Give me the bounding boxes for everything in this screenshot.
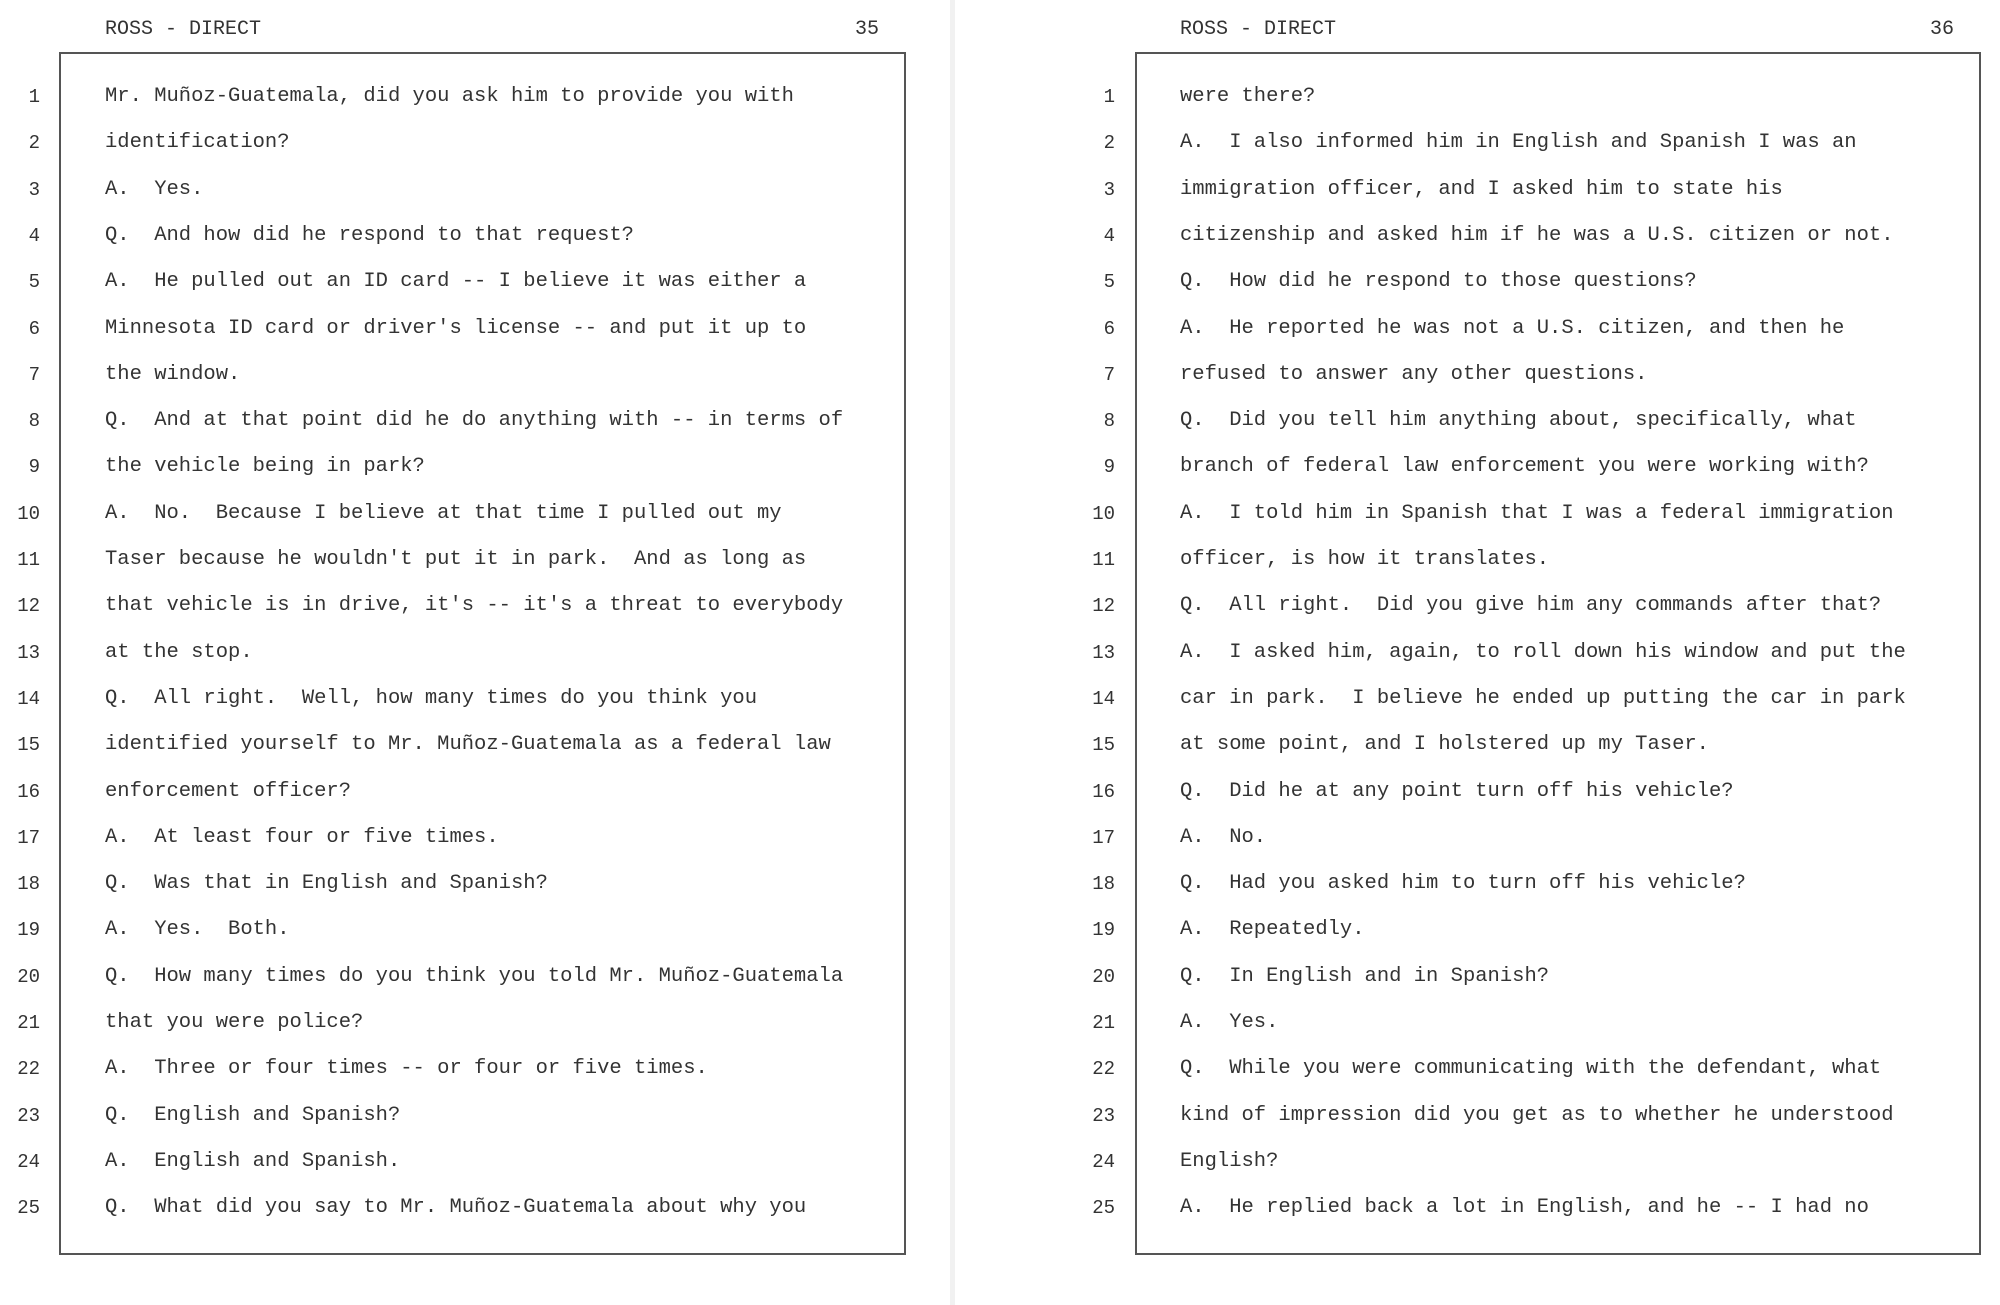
transcript-line: A. Yes. Both. (105, 918, 290, 942)
line-number: 22 (17, 1058, 40, 1081)
transcript-line: Taser because he wouldn't put it in park. And as long as (105, 548, 807, 571)
page-number: 36 (1930, 18, 1955, 41)
transcript-line: English? (1180, 1149, 1279, 1173)
transcript-line: Q. Had you asked him to turn off his vehicle? (1180, 872, 1746, 896)
line-number: 14 (17, 687, 40, 710)
transcript-line: A. I told him in Spanish that I was a federal immigration (1180, 501, 1894, 525)
line-number: 6 (1103, 317, 1115, 340)
line-number: 24 (17, 1150, 40, 1173)
transcript-line: the window. (105, 362, 241, 386)
page-header-title: ROSS - DIRECT (105, 18, 262, 41)
line-number: 10 (1092, 502, 1115, 525)
line-number: 5 (1103, 271, 1115, 294)
transcript-line: Q. All right. Did you give him any commands after that? (1180, 594, 1882, 618)
line-number: 18 (17, 873, 40, 896)
transcript-line: A. Yes. (105, 177, 204, 201)
line-number: 20 (17, 965, 40, 988)
line-number: 9 (1103, 456, 1115, 479)
line-number: 1 (1103, 86, 1115, 108)
transcript-line: A. He replied back a lot in English, and he -- I had no (1180, 1196, 1869, 1220)
line-number: 15 (17, 734, 40, 757)
line-number: 11 (1092, 549, 1115, 571)
transcript-line: officer, is how it translates. (1180, 548, 1550, 571)
line-number: 13 (1092, 641, 1115, 664)
transcript-line: that vehicle is in drive, it's -- it's a threat to everybody (105, 594, 844, 618)
transcript-line: branch of federal law enforcement you were working with? (1180, 455, 1869, 479)
line-number: 25 (17, 1197, 40, 1220)
page-number: 35 (855, 18, 880, 41)
line-number: 11 (17, 549, 40, 571)
transcript-line: at some point, and I holstered up my Taser. (1180, 733, 1709, 757)
transcript-line: A. He reported he was not a U.S. citizen, and then he (1180, 316, 1845, 340)
transcript-line: Q. In English and in Spanish? (1180, 964, 1550, 988)
line-number: 3 (28, 178, 40, 201)
transcript-line: kind of impression did you get as to whether he understood (1180, 1103, 1894, 1127)
transcript-line: identified yourself to Mr. Muñoz-Guatemala as a federal law (105, 733, 831, 757)
line-number: 4 (1103, 224, 1115, 247)
transcript-line: were there? (1180, 85, 1316, 108)
transcript-line: the vehicle being in park? (105, 455, 425, 479)
transcript-line: A. Three or four times -- or four or five times. (105, 1057, 708, 1081)
transcript-line: A. Repeatedly. (1180, 918, 1365, 942)
line-number: 2 (1103, 132, 1115, 155)
transcript-line: A. No. (1180, 825, 1267, 849)
line-number: 5 (28, 271, 40, 294)
line-number: 7 (28, 363, 40, 386)
page-header-title: ROSS - DIRECT (1180, 18, 1337, 41)
transcript-line: Mr. Muñoz-Guatemala, did you ask him to provide you with (105, 85, 794, 108)
transcript-line: Q. And at that point did he do anything with -- in terms of (105, 409, 844, 433)
line-number: 16 (17, 780, 40, 803)
transcript-line: A. I asked him, again, to roll down his window and put the (1180, 640, 1906, 664)
line-number: 21 (17, 1012, 40, 1034)
transcript-line: enforcement officer? (105, 779, 352, 803)
transcript-line: Q. Did you tell him anything about, specifically, what (1180, 409, 1857, 433)
line-number: 12 (17, 595, 40, 618)
line-number: 8 (1103, 410, 1115, 433)
transcript-line: refused to answer any other questions. (1180, 362, 1648, 386)
line-number: 18 (1092, 873, 1115, 896)
transcript-line: immigration officer, and I asked him to state his (1180, 177, 1783, 201)
transcript-line: Q. All right. Well, how many times do you think you (105, 686, 758, 710)
line-number: 9 (28, 456, 40, 479)
transcript-line: Q. While you were communicating with the defendant, what (1180, 1057, 1882, 1081)
transcript-line: Minnesota ID card or driver's license -- and put it up to (105, 316, 807, 340)
line-number: 6 (28, 317, 40, 340)
line-number: 15 (1092, 734, 1115, 757)
transcript-line: Q. English and Spanish? (105, 1103, 401, 1127)
line-number: 3 (1103, 178, 1115, 201)
line-number: 8 (28, 410, 40, 433)
transcript-line: A. He pulled out an ID card -- I believe it was either a (105, 270, 807, 294)
transcript-line: Q. How did he respond to those questions? (1180, 270, 1697, 294)
line-number: 7 (1103, 363, 1115, 386)
transcript-line: A. English and Spanish. (105, 1149, 401, 1173)
line-number: 12 (1092, 595, 1115, 618)
transcript-line: Q. Was that in English and Spanish? (105, 872, 548, 896)
line-number: 20 (1092, 965, 1115, 988)
line-number: 4 (28, 224, 40, 247)
transcript-page-35 (0, 0, 950, 1305)
transcript-line: A. No. Because I believe at that time I pulled out my (105, 501, 782, 525)
line-number: 23 (17, 1104, 40, 1127)
transcript-line: that you were police? (105, 1011, 364, 1034)
line-number: 17 (1092, 826, 1115, 849)
transcript-line: at the stop. (105, 640, 253, 664)
line-number: 16 (1092, 780, 1115, 803)
line-number: 2 (28, 132, 40, 155)
line-number: 14 (1092, 687, 1115, 710)
transcript-page-36 (955, 0, 2000, 1305)
line-number: 25 (1092, 1197, 1115, 1220)
transcript-line: car in park. I believe he ended up putting the car in park (1180, 686, 1906, 710)
line-number: 10 (17, 502, 40, 525)
transcript-line: citizenship and asked him if he was a U.S. citizen or not. (1180, 223, 1894, 247)
line-number: 22 (1092, 1058, 1115, 1081)
transcript-line: A. Yes. (1180, 1011, 1279, 1034)
line-number: 19 (17, 919, 40, 942)
transcript-line: A. At least four or five times. (105, 825, 499, 849)
transcript-line: A. I also informed him in English and Spanish I was an (1180, 131, 1857, 155)
line-number: 19 (1092, 919, 1115, 942)
line-number: 24 (1092, 1150, 1115, 1173)
transcript-line: Q. And how did he respond to that request? (105, 223, 634, 247)
transcript-line: Q. What did you say to Mr. Muñoz-Guatemala about why you (105, 1196, 807, 1220)
line-number: 17 (17, 826, 40, 849)
transcript-line: Q. How many times do you think you told Mr. Muñoz-Guatemala (105, 964, 844, 988)
line-number: 13 (17, 641, 40, 664)
transcript-line: Q. Did he at any point turn off his vehicle? (1180, 779, 1734, 803)
line-number: 21 (1092, 1012, 1115, 1034)
line-number: 23 (1092, 1104, 1115, 1127)
line-number: 1 (28, 86, 40, 108)
transcript-line: identification? (105, 131, 290, 155)
